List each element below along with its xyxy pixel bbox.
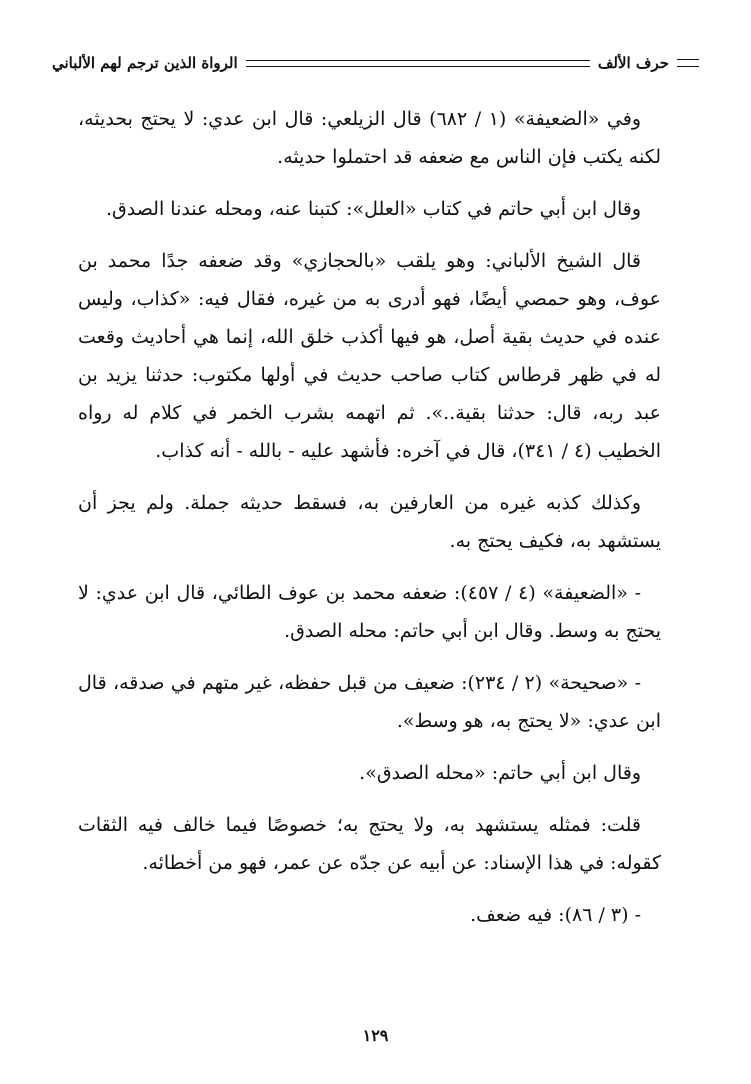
paragraph-8: قلت: فمثله يستشهد به، ولا يحتج به؛ خصوصًا فيما خالف فيه الثقات كقوله: في هذا الإسناد: عن أبيه عن جدّه عن عمر، فهو من أخطائه. — [78, 814, 661, 874]
running-header — [52, 50, 699, 76]
paragraph-3: قال الشيخ الألباني: وهو يلقب «بالحجازي» وقد ضعفه جدًا محمد بن عوف، وهو حمصي أيضًا، فهو أدرى به من غيره، فقال فيه: «كذاب، وليس عنده في حديث بقية أصل، هو فيها أكذب خلق الله، إنما هي أحاديث وقعت له في ظهر قرطاس كتاب صاحب حديث في أولها مكتوب: حدثنا يزيد بن عبد ربه، قال: حدثنا بقية..». ثم اتهمه بشرب الخمر في كلام له رواه الخطيب (٤ / ٣٤١)، قال في آخره: فأشهد عليه - بالله - أنه كذاب. — [78, 250, 661, 462]
header-rule — [246, 60, 590, 67]
paragraph-1: وفي «الضعيفة» (١ / ٦٨٢) قال الزيلعي: قال ابن عدي: لا يحتج بحديثه، لكنه يكتب فإن الناس مع ضعفه قد احتملوا حديثه. — [78, 108, 661, 168]
page-body — [78, 100, 661, 948]
paragraph-7: وقال ابن أبي حاتم: «محله الصدق». — [359, 762, 641, 784]
header-chapter-title: حرف الألف — [597, 54, 669, 72]
paragraph-6: - «صحيحة» (٢ / ٢٣٤): ضعيف من قبل حفظه، غير متهم في صدقه، قال ابن عدي: «لا يحتج به، هو وسط». — [78, 672, 661, 732]
paragraph-5: - «الضعيفة» (٤ / ٤٥٧): ضعفه محمد بن عوف الطائي، قال ابن عدي: لا يحتج به وسط. وقال ابن أبي حاتم: محله الصدق. — [78, 582, 661, 642]
header-book-title: الرواة الذين ترجم لهم الألباني — [52, 54, 238, 72]
paragraph-9: - (٣ / ٨٦): فيه ضعف. — [470, 904, 641, 926]
page-number: ١٢٩ — [362, 1026, 389, 1045]
paragraph-2: وقال ابن أبي حاتم في كتاب «العلل»: كتبنا عنه، ومحله عندنا الصدق. — [105, 198, 641, 220]
paragraph-4: وكذلك كذبه غيره من العارفين به، فسقط حديثه جملة. ولم يجز أن يستشهد به، فكيف يحتج به. — [78, 492, 661, 552]
header-ornament-right — [677, 59, 699, 67]
